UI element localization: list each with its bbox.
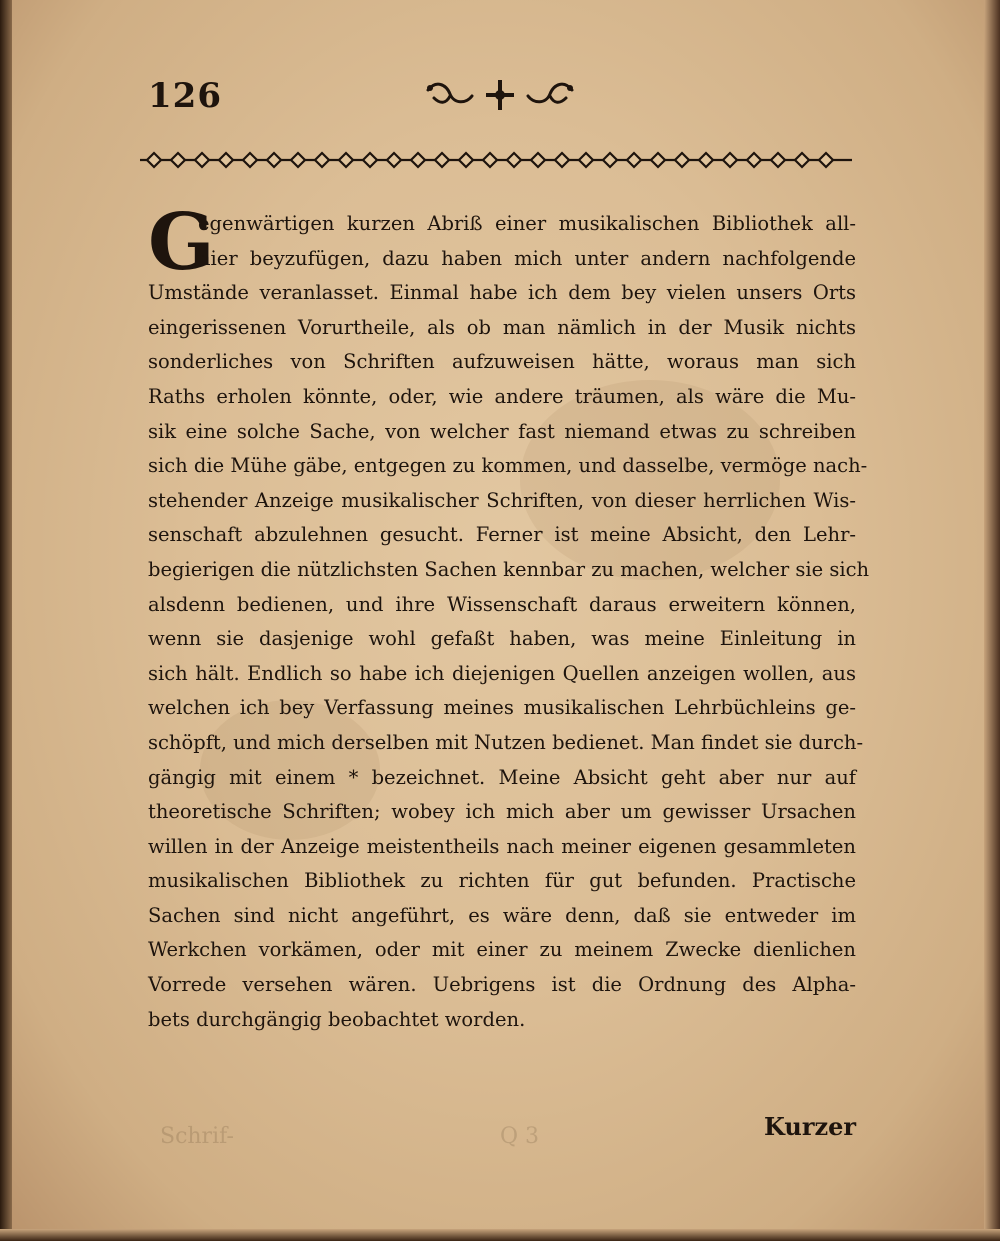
text-line: gängig mit einem * bezeichnet. Meine Absicht geht aber nur auf xyxy=(148,765,856,789)
drop-cap: G xyxy=(148,197,215,288)
text-line: sonderliches von Schriften aufzuweisen hätte, woraus man sich xyxy=(148,350,856,374)
text-line: sich die Mühe gäbe, entgegen zu kommen, und dasselbe, vermöge nach- xyxy=(148,454,868,478)
text-line: Werkchen vorkämen, oder mit einer zu meinem Zwecke dienlichen xyxy=(148,938,856,962)
text-line: Vorrede versehen wären. Uebrigens ist die Ordnung des Alpha- xyxy=(148,973,856,997)
catchword: Kurzer xyxy=(764,1112,856,1141)
page-number: 126 xyxy=(148,76,222,116)
text-line: sich hält. Endlich so habe ich diejenigen Quellen anzeigen wollen, aus xyxy=(148,661,856,685)
text-line: alsdenn bedienen, und ihre Wissenschaft daraus erweitern können, xyxy=(148,592,856,616)
text-line: theoretische Schriften; wobey ich mich aber um gewisser Ursachen xyxy=(148,800,856,824)
text-line: Sachen sind nicht angeführt, es wäre denn, daß sie entweder im xyxy=(148,903,856,927)
text-line: hier beyzufügen, dazu haben mich unter andern nachfolgende xyxy=(198,246,856,270)
text-line: musikalischen Bibliothek zu richten für gut befunden. Practische xyxy=(148,869,856,893)
body-text xyxy=(148,197,870,1037)
header-ornament-icon xyxy=(420,74,580,118)
text-line: wenn sie dasjenige wohl gefaßt haben, was meine Einleitung in xyxy=(148,627,856,651)
text-line: Umstände veranlasset. Einmal habe ich dem bey vielen unsers Orts xyxy=(148,281,856,305)
page-edge-right xyxy=(984,0,1000,1241)
text-line: bets durchgängig beobachtet worden. xyxy=(148,1007,526,1031)
text-line: sik eine solche Sache, von welcher fast niemand etwas zu schreiben xyxy=(148,419,856,443)
text-line: willen in der Anzeige meistentheils nach meiner eigenen gesammleten xyxy=(148,834,856,858)
text-line: welchen ich bey Verfassung meines musikalischen Lehrbüchleins ge- xyxy=(148,696,856,720)
ornamental-rule xyxy=(140,146,852,174)
text-line: Raths erholen könnte, oder, wie andere träumen, als wäre die Mu- xyxy=(148,384,856,408)
text-line: senschaft abzulehnen gesucht. Ferner ist meine Absicht, den Lehr- xyxy=(148,523,856,547)
bleed-through-text: Schrif- xyxy=(160,1124,234,1149)
page-edge-bottom xyxy=(0,1229,1000,1241)
page-edge-left xyxy=(0,0,12,1241)
bleed-through-text: Q 3 xyxy=(500,1124,540,1149)
text-line: schöpft, und mich derselben mit Nutzen bedienet. Man findet sie durch- xyxy=(148,730,864,754)
text-line: stehender Anzeige musikalischer Schriften, von dieser herrlichen Wis- xyxy=(148,488,856,512)
text-line: eingerissenen Vorurtheile, als ob man nämlich in der Musik nichts xyxy=(148,315,856,339)
text-line: egenwärtigen kurzen Abriß einer musikalischen Bibliothek all- xyxy=(198,212,856,235)
text-line: begierigen die nützlichsten Sachen kennbar zu machen, welcher sie sich xyxy=(148,557,870,581)
